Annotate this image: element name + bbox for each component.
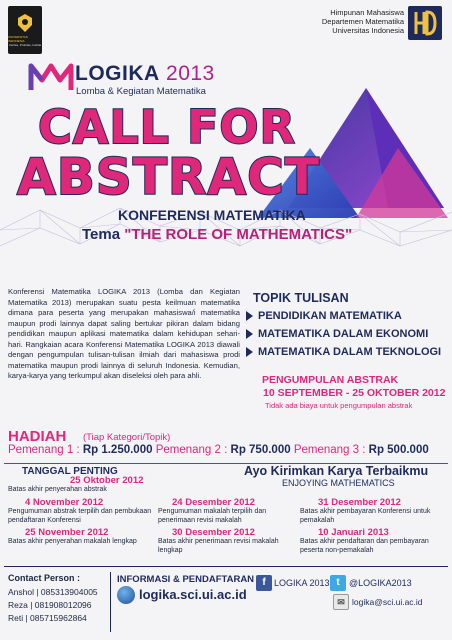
topic-label: MATEMATIKA DALAM EKONOMI [258, 328, 429, 340]
prize-amount: Rp 1.250.000 [82, 444, 153, 456]
footer-vertical-divider [110, 572, 111, 632]
prizes-subtitle: (Tiap Kategori/Topik) [83, 432, 171, 443]
prize-label: Pemenang 2 : [155, 444, 228, 456]
prize-amount: Rp 750.000 [230, 444, 291, 456]
event-description: Pengumuman makalah terpilih dan penerimaan revisi makalah [158, 508, 267, 524]
event-date: 25 Oktober 2012 [70, 475, 144, 486]
mail-icon: ✉ [333, 594, 349, 610]
website-link[interactable]: logika.sci.ui.ac.id [139, 587, 247, 602]
event-date: 25 November 2012 [25, 527, 109, 538]
prize-list [8, 444, 429, 456]
topic-label: MATEMATIKA DALAM TEKNOLOGI [258, 346, 442, 358]
university-seal-logo [8, 6, 42, 54]
info-title: INFORMASI & PENDAFTARAN [117, 574, 255, 585]
topic-item [246, 328, 428, 340]
intro-paragraph: Konferensi Matematika LOGIKA 2013 (Lomba dan Kegiatan Matematika 2013) merupakan suatu pesta keilmuan matematika dimana para peserta yang merupakan mahasiswa/i matematika maupun prodi lainnya dapat saling bertukar pikiran dalam bidang pendidikan maupun aplikasi matematika dalam kehidupan sehari-hari. Rangkaian acara Konferensi Matematika LOGIKA 2013 diawali dengan pengumpulan tulisan-tulisan ilmiah dari mahasiswa prodi matematika maupun prodi lainnya di seluruh Indonesia. Kemudian, karya-karya yang terkumpul akan diseleksi oleh para ahli. [8, 287, 240, 380]
twitter-icon: t [330, 575, 346, 591]
triangle-bullet-icon [246, 347, 253, 357]
facebook-icon: f [256, 575, 272, 591]
org-line-1: Himpunan Mahasiswa [330, 8, 404, 17]
topic-item [246, 346, 441, 358]
hmdm-logo [408, 6, 442, 40]
logika-subtitle: Lomba & Kegiatan Matematika [76, 86, 206, 97]
makara-icon [16, 13, 34, 33]
theme-label: Tema [82, 226, 121, 243]
event-description: Batas akhir pendaftaran dan pembayaran peserta non-pemakalah [300, 538, 429, 554]
event-description: Batas akhir penyerahan makalah lengkap [8, 538, 137, 545]
conference-theme [82, 226, 352, 243]
triangle-bullet-icon [246, 311, 253, 321]
email-link[interactable]: logika@sci.ui.ac.id [352, 597, 423, 607]
topic-item [246, 310, 402, 322]
prize-amount: Rp 500.000 [368, 444, 429, 456]
seal-motto: Veritas, Probitas, Iustitia [8, 43, 42, 47]
org-line-2: Departemen Matematika [321, 17, 404, 26]
triangle-bullet-icon [246, 329, 253, 339]
event-description: Pengumuman abstrak terpilih dan pembukaan pendaftaran Konferensi [8, 508, 152, 524]
logika-logo-mark [28, 62, 74, 94]
twitter-link[interactable]: @LOGIKA2013 [349, 578, 412, 588]
logika-name: LOGIKA [75, 62, 160, 85]
facebook-link[interactable]: LOGIKA 2013 [274, 578, 330, 588]
topics-title: TOPIK TULISAN [253, 291, 349, 305]
logika-title [75, 62, 215, 86]
conference-name: KONFERENSI MATEMATIKA [118, 207, 306, 223]
prize-label: Pemenang 3 : [293, 444, 366, 456]
timeline-title: TANGGAL PENTING [22, 466, 118, 477]
event-date: 31 Desember 2012 [318, 497, 401, 508]
logika-year: 2013 [166, 62, 215, 85]
seal-caption: UNIVERSITAS INDONESIA [8, 35, 28, 43]
theme-value: "THE ROLE OF MATHEMATICS" [124, 226, 353, 243]
contact-person: Reza | 081908012096 [8, 600, 92, 610]
call-for-heading: CALL FOR [38, 100, 296, 154]
call-to-action-sub: ENJOYING MATHEMATICS [282, 478, 395, 488]
org-line-3: Universitas Indonesia [332, 26, 404, 35]
event-description: Batas akhir penerimaan revisi makalah lengkap [158, 538, 279, 554]
event-date: 30 Desember 2012 [172, 527, 255, 538]
topic-label: PENDIDIKAN MATEMATIKA [258, 310, 402, 322]
hmdm-emblem-icon [408, 6, 442, 40]
submission-title: PENGUMPULAN ABSTRAK [262, 374, 399, 386]
prizes-title: HADIAH [8, 428, 67, 445]
contact-person: Anshol | 085313904005 [8, 587, 98, 597]
contact-person: Reti | 085715962864 [8, 613, 87, 623]
globe-icon [117, 586, 135, 604]
contact-title: Contact Person : [8, 573, 81, 583]
event-date: 10 Januari 2013 [318, 527, 389, 538]
call-to-action: Ayo Kirimkan Karya Terbaikmu [244, 464, 429, 478]
submission-dates: 10 SEPTEMBER - 25 OKTOBER 2012 [263, 387, 446, 399]
event-description: Batas akhir penyerahan abstrak [8, 486, 107, 493]
organization-name [244, 8, 404, 35]
event-date: 4 November 2012 [25, 497, 104, 508]
footer-divider [4, 566, 448, 567]
event-date: 24 Desember 2012 [172, 497, 255, 508]
prize-label: Pemenang 1 : [8, 444, 80, 456]
abstract-heading: ABSTRACT [17, 148, 320, 206]
event-description: Batas akhir pembayaran Konferensi untuk pemakalah [300, 508, 431, 524]
submission-note: Tidak ada biaya untuk pengumpulan abstrak [265, 401, 413, 410]
